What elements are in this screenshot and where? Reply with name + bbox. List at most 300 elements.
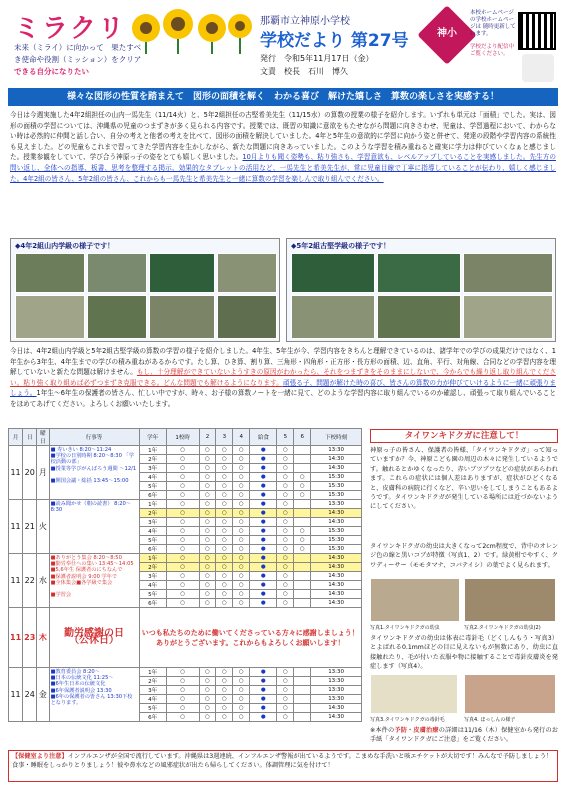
grade-cell: 2年 — [139, 563, 166, 572]
period-cell: ○ — [166, 482, 199, 491]
schedule-day: 23 — [23, 608, 37, 668]
period-cell: ○ — [199, 500, 216, 509]
grade-cell: 1年 — [139, 500, 166, 509]
period-cell: ● — [250, 581, 277, 590]
period-cell: ○ — [277, 563, 294, 572]
period-cell: ○ — [166, 581, 199, 590]
period-cell: ○ — [199, 509, 216, 518]
photo-2-caption: 写真2.タイワンキドクガの幼虫(2) — [464, 625, 541, 631]
schedule-day: 20 — [23, 446, 37, 500]
period-cell: ○ — [199, 527, 216, 536]
period-cell: ○ — [166, 677, 199, 686]
grade-cell: 1年 — [139, 446, 166, 455]
dismissal-time-cell: 14:30 — [311, 455, 362, 464]
period-cell: ○ — [166, 563, 199, 572]
period-cell: ○ — [199, 563, 216, 572]
period-cell: ○ — [216, 455, 233, 464]
class-photo — [463, 295, 553, 339]
period-cell — [294, 677, 311, 686]
period-cell — [294, 668, 311, 677]
schedule-header-cell: 1校時 — [166, 429, 199, 446]
period-cell — [294, 713, 311, 722]
period-cell: ○ — [216, 473, 233, 482]
issue-title: 学校だより 第27号 — [260, 31, 409, 51]
photo-1-caption: 写真1.タイワンキドクガの幼虫 — [370, 625, 440, 631]
period-cell: ○ — [277, 704, 294, 713]
period-cell: ● — [250, 500, 277, 509]
class-photo — [149, 295, 215, 339]
schedule-dow: 金 — [37, 668, 49, 722]
period-cell: ● — [250, 509, 277, 518]
period-cell: ○ — [233, 455, 250, 464]
caterpillar-photo-1 — [370, 578, 460, 622]
dismissal-time-cell: 15:30 — [311, 527, 362, 536]
period-cell: ○ — [199, 695, 216, 704]
period-cell: ○ — [166, 713, 199, 722]
period-cell: ○ — [233, 686, 250, 695]
qr-code[interactable] — [518, 12, 556, 50]
period-cell: ○ — [233, 518, 250, 527]
dismissal-time-cell: 13:30 — [311, 668, 362, 677]
period-cell — [294, 455, 311, 464]
dismissal-time-cell: 14:30 — [311, 599, 362, 608]
period-cell: ○ — [166, 545, 199, 554]
schedule-header-cell: 月 — [9, 429, 23, 446]
period-cell: ○ — [233, 500, 250, 509]
period-cell: ● — [250, 545, 277, 554]
caterpillar-photo-2 — [464, 578, 556, 622]
grade-cell: 4年 — [139, 473, 166, 482]
period-cell: ○ — [233, 464, 250, 473]
dismissal-time-cell: 14:30 — [311, 509, 362, 518]
period-cell: ○ — [199, 713, 216, 722]
grade-cell: 3年 — [139, 518, 166, 527]
dismissal-time-cell: 13:30 — [311, 500, 362, 509]
caterpillar-photo-4 — [464, 674, 556, 714]
period-cell: ○ — [294, 491, 311, 500]
photo-collage-class-4-2 — [10, 238, 280, 342]
period-cell: ○ — [233, 581, 250, 590]
period-cell: ○ — [166, 527, 199, 536]
period-cell: ○ — [216, 695, 233, 704]
period-cell: ○ — [199, 518, 216, 527]
dismissal-time-cell: 15:30 — [311, 536, 362, 545]
class-photo — [15, 295, 85, 339]
schedule-header-cell: 5 — [277, 429, 294, 446]
grade-cell: 1年 — [139, 668, 166, 677]
school-seal-text: 神小 — [437, 28, 457, 39]
period-cell: ○ — [166, 668, 199, 677]
period-cell: ● — [250, 713, 277, 722]
period-cell: ○ — [277, 572, 294, 581]
photo-3-caption: 写真3.タイワンキドクガの毒針毛 — [370, 717, 445, 723]
period-cell: ○ — [277, 686, 294, 695]
period-cell: ○ — [216, 704, 233, 713]
period-cell: ○ — [216, 509, 233, 518]
class-photo — [217, 295, 277, 339]
class-photo — [15, 253, 85, 293]
photo-4-caption: 写真4. ほっしんの様子 — [464, 717, 516, 723]
period-cell: ● — [250, 704, 277, 713]
period-cell: ○ — [216, 518, 233, 527]
photo-caption: ◆4年2組山内学級の様子です！ — [15, 242, 115, 250]
grade-cell: 3年 — [139, 572, 166, 581]
schedule-row — [9, 554, 362, 563]
schedule-day: 21 — [23, 500, 37, 554]
period-cell: ○ — [216, 713, 233, 722]
period-cell: ● — [250, 695, 277, 704]
article-paragraph-2: 今日は、4年2組山内学級と5年2組古堅学級の算数の学習の様子を紹介しました。4年生、5年生が今、学習内容をきちんと理解できているのは、諸学年での学びの成果だけではなく、1年生から3年生、4年生までの学びの積み重ねがあるからです。たし算、ひき算、割り算、三角形・四角形・正方形・長方形の面積、辺、直角、平行、対角線、合同などの学習内容を理解していないと新たな問題は解けません。もし、十分理解ができていないようすきの原因がわかったら、それをつまずきをそのままにしないで、今からでも繰り返し取り組んでください。粘り強く取り組めば必ずつまずき克服できる。どんな問題でも解けるようになります。頑張る子、問題が解けた時の喜び、皆さんの算数の力が伸びていけるように一緒に頑張りましょう。1年生～6年生の保護者の皆さん、忙しい中ですが、時々、お子様の算数ノートを一緒に見て、どのような学習内容に取り組んでいるのか確認し、頑張って取り組んでいることをほめてあげてください。よろしくお願いいたします。 — [10, 347, 557, 408]
period-cell: ○ — [199, 590, 216, 599]
period-cell: ● — [250, 554, 277, 563]
class-photo — [463, 253, 553, 293]
period-cell: ○ — [199, 572, 216, 581]
period-cell: ○ — [277, 599, 294, 608]
dismissal-time-cell: 14:30 — [311, 581, 362, 590]
period-cell — [294, 581, 311, 590]
period-cell: ○ — [199, 446, 216, 455]
newsletter-page — [8, 6, 558, 782]
dismissal-time-cell: 15:30 — [311, 473, 362, 482]
period-cell: ○ — [233, 536, 250, 545]
grade-cell: 1年 — [139, 554, 166, 563]
schedule-header-cell: 曜日 — [37, 429, 49, 446]
period-cell: ○ — [216, 446, 233, 455]
period-cell: ○ — [199, 473, 216, 482]
schedule-header-cell: 3 — [216, 429, 233, 446]
class-photo — [377, 295, 461, 339]
period-cell — [294, 500, 311, 509]
period-cell: ○ — [216, 581, 233, 590]
schedule-events: ■ 寿いきい 8:20～11:24 ■学校の日別時期 8:20～8:30 「学校活動の部」 ■授業等学びがんばろう週間 ～12/1 ■開国会議・総括 13:45～15:00 — [49, 446, 139, 500]
period-cell: ● — [250, 572, 277, 581]
period-cell: ○ — [233, 527, 250, 536]
schedule-row — [9, 668, 362, 677]
class-photo — [87, 253, 147, 293]
period-cell: ○ — [277, 509, 294, 518]
period-cell: ● — [250, 536, 277, 545]
caterpillar-paragraph-3: タイワンキドクガの幼虫は体表に毒針毛（どくしんもう・写真3）とよばれる0.1mmほどの目に見えないもが無数にあり、幼虫に直接触れたり、毛が付いた衣服や物に接触することで毒針皮膚炎を発症します（写真4）。 — [370, 635, 558, 671]
period-cell: ○ — [277, 554, 294, 563]
period-cell: ○ — [233, 599, 250, 608]
schedule-day: 22 — [23, 554, 37, 608]
caterpillar-paragraph-4: ※本件の予防・皮膚治療の詳細は11/16（木）保健室から発行のお手紙「タイワンドクガにご注意」をご覧ください。 — [370, 727, 558, 744]
period-cell: ○ — [233, 572, 250, 581]
period-cell: ○ — [199, 704, 216, 713]
period-cell: ○ — [277, 581, 294, 590]
schedule-header-cell: 2 — [199, 429, 216, 446]
schedule-events: ■読み聞かせ（朝の読書） 8:20～8:30 — [49, 500, 139, 554]
period-cell: ○ — [199, 536, 216, 545]
schedule-events: ■ありがとう集会 8:20～8:50 ■勤労奉仕への集い 13:45～14:05 ■5,6年生 保護者のにちなんで ■保護者説明会 9:00 学年で ■全体集会■各学級で集会 ■学習会 — [49, 554, 139, 608]
schedule-header-cell: 日 — [23, 429, 37, 446]
period-cell: ● — [250, 677, 277, 686]
period-cell: ● — [250, 473, 277, 482]
period-cell: ○ — [166, 572, 199, 581]
period-cell: ○ — [199, 491, 216, 500]
period-cell: ○ — [199, 668, 216, 677]
dismissal-time-cell: 13:30 — [311, 446, 362, 455]
mascot-illustration — [522, 54, 554, 82]
grade-cell: 5年 — [139, 704, 166, 713]
period-cell: ○ — [277, 536, 294, 545]
period-cell: ○ — [233, 668, 250, 677]
period-cell: ○ — [166, 446, 199, 455]
dismissal-time-cell: 13:30 — [311, 686, 362, 695]
class-photo — [217, 253, 277, 293]
schedule-dow: 水 — [37, 554, 49, 608]
period-cell: ○ — [199, 464, 216, 473]
period-cell: ○ — [277, 713, 294, 722]
period-cell: ○ — [199, 554, 216, 563]
thanks-message: いつも私たちのために働いてくださっている方々に感謝しましょう！ありがとうございます。これからもよろしくお願いします！ — [139, 608, 361, 668]
period-cell: ○ — [277, 473, 294, 482]
period-cell: ○ — [277, 455, 294, 464]
period-cell: ○ — [233, 482, 250, 491]
period-cell: ○ — [277, 695, 294, 704]
period-cell: ● — [250, 491, 277, 500]
grade-cell: 6年 — [139, 599, 166, 608]
period-cell: ○ — [277, 491, 294, 500]
period-cell — [294, 704, 311, 713]
dismissal-time-cell: 14:30 — [311, 713, 362, 722]
period-cell: ○ — [277, 545, 294, 554]
period-cell: ○ — [166, 500, 199, 509]
period-cell: ○ — [199, 581, 216, 590]
dismissal-time-cell: 14:30 — [311, 518, 362, 527]
period-cell: ○ — [294, 527, 311, 536]
period-cell: ○ — [277, 500, 294, 509]
grade-cell: 5年 — [139, 482, 166, 491]
period-cell — [294, 590, 311, 599]
period-cell: ○ — [216, 545, 233, 554]
grade-cell: 3年 — [139, 464, 166, 473]
period-cell: ● — [250, 464, 277, 473]
caterpillar-warning-title: タイワンキドクガに注意して！ — [370, 429, 558, 443]
period-cell — [294, 572, 311, 581]
period-cell: ○ — [166, 455, 199, 464]
period-cell: ○ — [166, 473, 199, 482]
schedule-header-cell: 行事等 — [49, 429, 139, 446]
period-cell: ○ — [233, 563, 250, 572]
period-cell: ○ — [233, 704, 250, 713]
period-cell: ○ — [166, 518, 199, 527]
schedule-month: 11 — [9, 554, 23, 608]
period-cell: ● — [250, 455, 277, 464]
health-room-notice: 【保健室より注意】インフルエンザが全国で流行しています。沖縄県は3週連続、インフルエンザ警報が出ているようです。こまめな手洗いと咳エチケットが大切です！みんなで予防しましょう！食事・睡眠をしっかりとりましょう！彼や鼻水などの風邪症状が出たら帰らしてください。体調管理に気を付けて！ — [8, 750, 558, 782]
period-cell: ● — [250, 446, 277, 455]
period-cell: ○ — [166, 590, 199, 599]
homepage-note-2: 学校だより配信中ご覧ください。 — [470, 44, 515, 57]
grade-cell: 6年 — [139, 491, 166, 500]
grade-cell: 5年 — [139, 536, 166, 545]
period-cell: ○ — [166, 491, 199, 500]
period-cell: ○ — [216, 536, 233, 545]
period-cell: ● — [250, 482, 277, 491]
period-cell: ○ — [233, 554, 250, 563]
schedule-header-cell: 学年 — [139, 429, 166, 446]
period-cell — [294, 686, 311, 695]
period-cell: ○ — [233, 695, 250, 704]
article-paragraph-1: 今日は今週実施した4年2組担任の山内一馬先生（11/14火）と、5年2組担任の古堅希美先生（11/15水）の算数の授業の様子を紹介します。いずれも単元は「面積」でした。実は、図形の面積の学習については、沖縄県の児童のつまずきが多く見られる内容です。授業では、既習の知識に意欲をもたせながら問題に向きさわせ、児童は、学習過程において、わからない時は必然的に仲間と話し合い、自分の考えと他者の考えを比べて、図形の面積を解決していました。4年と5年生の意欲的に学習に向かう姿と併せて、発達の段階や学習内容の系統性も見えました。どの児童もこれまで習ってきた学習内容を生かしながら、新たな問題に向きあっていました。このような学習を積み重ねると確実に学力は伸びていくなぁと感じました。授業参観をしていて、学び合う神原っ子の姿をとても嬉しく思いました。10月よりも聞く姿勢も、粘り強さも、学習意欲も、レベルアップしていることを実感しました。先生方の問い返し、全体への指導、板書、思考を整理する掲示、効果的なタブレットの活用など、一馬先生と希美先生が、常に児童目線で丁寧に指導していることが伝わり、嬉しく感じました。4年2組の皆さん、5年2組の皆さん、これからも一馬先生と希美先生と一緒に算数の学習を楽しんで取り組んでください。 — [10, 111, 556, 183]
period-cell: ○ — [216, 500, 233, 509]
school-name: 那覇市立神原小学校 — [260, 16, 350, 27]
homepage-note: 本校ホームページの学校ホームページは 随時更新しています。 — [470, 10, 516, 37]
period-cell: ○ — [216, 599, 233, 608]
period-cell: ○ — [216, 554, 233, 563]
schedule-holiday-row — [9, 608, 362, 668]
period-cell: ● — [250, 599, 277, 608]
period-cell: ○ — [199, 677, 216, 686]
grade-cell: 2年 — [139, 509, 166, 518]
period-cell — [294, 518, 311, 527]
class-photo — [149, 253, 215, 293]
period-cell: ○ — [233, 509, 250, 518]
period-cell: ○ — [216, 482, 233, 491]
grade-cell: 2年 — [139, 677, 166, 686]
schedule-header-row — [9, 429, 362, 446]
period-cell: ○ — [216, 527, 233, 536]
period-cell: ○ — [216, 677, 233, 686]
school-motto: 未来（ミライ）に向かって 果たすべ き使命や役割（ミッション）をクリア できる自分になりたい — [14, 43, 142, 76]
header — [8, 6, 558, 86]
class-photo — [87, 295, 147, 339]
period-cell: ○ — [166, 599, 199, 608]
grade-cell: 5年 — [139, 590, 166, 599]
period-cell: ○ — [166, 686, 199, 695]
period-cell: ○ — [233, 446, 250, 455]
period-cell: ○ — [277, 464, 294, 473]
period-cell: ○ — [277, 677, 294, 686]
period-cell: ○ — [199, 455, 216, 464]
period-cell — [294, 563, 311, 572]
dismissal-time-cell: 15:30 — [311, 482, 362, 491]
period-cell: ○ — [233, 473, 250, 482]
period-cell: ○ — [233, 713, 250, 722]
grade-cell: 3年 — [139, 686, 166, 695]
period-cell: ○ — [199, 545, 216, 554]
period-cell: ○ — [233, 677, 250, 686]
photo-caption: ◆5年2組古堅学級の様子です！ — [291, 242, 391, 250]
period-cell: ○ — [294, 473, 311, 482]
period-cell: ○ — [166, 695, 199, 704]
issue-meta: 発行 令和5年11月17日（金） 文責 校長 石川 博久 — [260, 54, 374, 76]
schedule-header-cell: 4 — [233, 429, 250, 446]
period-cell: ● — [250, 527, 277, 536]
period-cell: ● — [250, 563, 277, 572]
dismissal-time-cell: 14:30 — [311, 554, 362, 563]
period-cell: ● — [250, 668, 277, 677]
schedule-month: 11 — [9, 608, 23, 668]
period-cell: ○ — [216, 590, 233, 599]
period-cell: ○ — [277, 590, 294, 599]
period-cell: ○ — [216, 491, 233, 500]
schedule-dow: 月 — [37, 446, 49, 500]
class-photo — [377, 253, 461, 293]
dismissal-time-cell: 14:30 — [311, 572, 362, 581]
period-cell: ○ — [216, 668, 233, 677]
dismissal-time-cell: 14:30 — [311, 464, 362, 473]
schedule-day: 24 — [23, 668, 37, 722]
period-cell: ○ — [199, 482, 216, 491]
period-cell: ○ — [277, 446, 294, 455]
period-cell: ○ — [294, 545, 311, 554]
grade-cell: 4年 — [139, 527, 166, 536]
dismissal-time-cell: 14:30 — [311, 590, 362, 599]
schedule-month: 11 — [9, 668, 23, 722]
period-cell: ● — [250, 590, 277, 599]
period-cell: ○ — [166, 509, 199, 518]
period-cell: ○ — [233, 545, 250, 554]
period-cell: ○ — [277, 482, 294, 491]
period-cell: ○ — [233, 590, 250, 599]
class-photo — [291, 253, 375, 293]
caterpillar-paragraph-2: タイワンキドクガの幼虫は大きくなって2cm程度で、背中のオレンジ色の線と黒いコブが特徴（写真1、2）です。緑黄柑でやすく、クワディーサー（モモタマナ、コバテイシ）の葉でよく見られます。 — [370, 543, 558, 569]
period-cell: ○ — [216, 464, 233, 473]
period-cell: ● — [250, 518, 277, 527]
schedule-row — [9, 446, 362, 455]
period-cell: ○ — [166, 464, 199, 473]
dismissal-time-cell: 13:30 — [311, 677, 362, 686]
period-cell: ○ — [216, 686, 233, 695]
schedule-events: ■教育委員会 8:20～ ■日本の伝統文化 11:25～ ■6年生日本の伝統文化 ■6年保護者説明会 13:30 ■6年の保護者の皆さん 13:30下校となります。 — [49, 668, 139, 722]
period-cell: ○ — [277, 527, 294, 536]
period-cell: ○ — [294, 482, 311, 491]
class-photo — [291, 295, 375, 339]
period-cell: ○ — [277, 668, 294, 677]
dismissal-time-cell: 14:30 — [311, 704, 362, 713]
period-cell — [294, 464, 311, 473]
schedule-row — [9, 500, 362, 509]
holiday-label: 勤労感謝の日 （公休日） — [49, 608, 139, 668]
period-cell — [294, 446, 311, 455]
headline-banner: 様々な図形の性質を踏まえて 図形の面積を解く わかる喜び 解けた嬉しさ 算数の楽しさを実感する！ — [8, 88, 558, 106]
grade-cell: 4年 — [139, 695, 166, 704]
schedule-header-cell: 給食 — [250, 429, 277, 446]
period-cell — [294, 509, 311, 518]
grade-cell: 2年 — [139, 455, 166, 464]
period-cell: ○ — [277, 518, 294, 527]
schedule-header-cell: 6 — [294, 429, 311, 446]
period-cell: ○ — [216, 563, 233, 572]
period-cell: ○ — [199, 599, 216, 608]
dismissal-time-cell: 15:30 — [311, 545, 362, 554]
newsletter-logo: ミラクリ — [14, 14, 127, 44]
caterpillar-photo-3 — [370, 674, 458, 714]
caterpillar-paragraph-1: 神原っ子の皆さん、保護者の皆様、「タイワンキドクガ」って知っていますか？今、神原こども園の周辺の木々に発生しているようです。触れるとかゆくなったり、赤いブツブツなどの症状があらわれます。これらの症状には個人差はありますが、症状がひどくなると、皮膚科の病院に行くなど、辛い思いをしてしまうこともあるようです。タイワンキドクガが発生している場所には近づかないようにしてください。 — [370, 447, 558, 511]
period-cell: ○ — [166, 554, 199, 563]
period-cell: ○ — [294, 536, 311, 545]
weekly-schedule-table — [8, 428, 362, 722]
period-cell — [294, 695, 311, 704]
sunflower-illustration — [126, 8, 256, 54]
period-cell: ○ — [233, 491, 250, 500]
grade-cell: 6年 — [139, 713, 166, 722]
period-cell: ○ — [216, 572, 233, 581]
photo-collage-class-5-2 — [286, 238, 556, 342]
schedule-dow: 木 — [37, 608, 49, 668]
period-cell: ● — [250, 686, 277, 695]
schedule-header-cell: 下校時刻 — [311, 429, 362, 446]
dismissal-time-cell: 13:30 — [311, 695, 362, 704]
period-cell: ○ — [199, 686, 216, 695]
dismissal-time-cell: 14:30 — [311, 563, 362, 572]
period-cell — [294, 554, 311, 563]
schedule-dow: 火 — [37, 500, 49, 554]
grade-cell: 6年 — [139, 545, 166, 554]
schedule-month: 11 — [9, 446, 23, 500]
schedule-month: 11 — [9, 500, 23, 554]
